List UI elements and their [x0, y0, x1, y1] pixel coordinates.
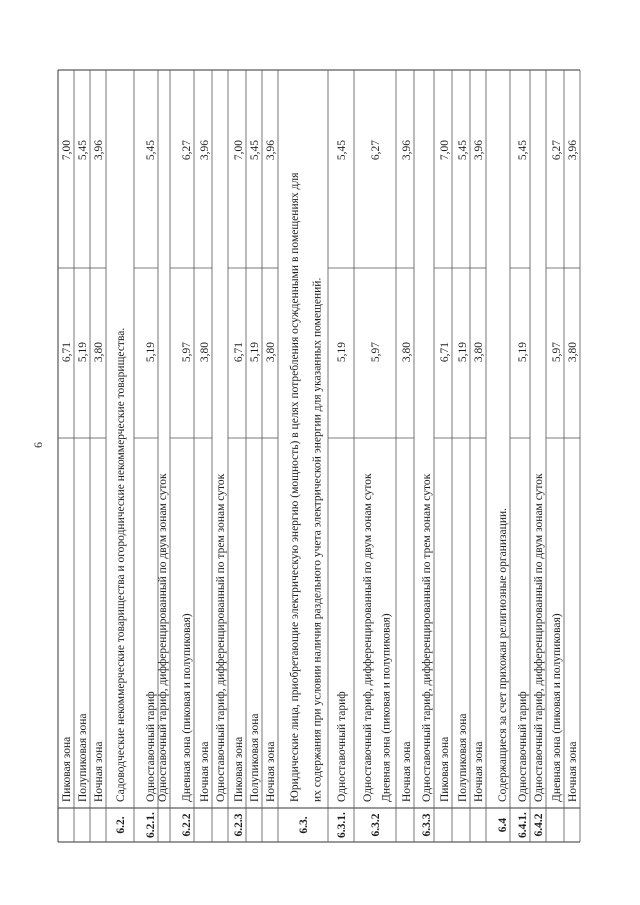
row-label: Ночная зона	[93, 741, 105, 802]
row-code: 6.4.1.	[517, 812, 529, 838]
tariff-value-2: 3,96	[199, 139, 211, 161]
row-label: Пиковая зона	[233, 736, 245, 802]
tariff-value-1: 5,19	[336, 341, 348, 363]
row-code: 6.3.2	[370, 813, 382, 837]
tariff-value-1: 5,19	[77, 341, 89, 363]
table-rows	[61, 140, 579, 838]
row-label: Дневная зона (пиковая и полупиковая)	[551, 613, 563, 802]
row-label: Одноставочный тариф, дифференцированный по двум зонам суток	[533, 473, 545, 802]
row-label: Полупиковая зона	[77, 713, 89, 802]
row-label: Пиковая зона	[439, 736, 451, 802]
tariff-value-1: 6,71	[61, 341, 73, 363]
tariff-value-1: 3,80	[199, 341, 211, 363]
row-code: 6.4.2	[533, 813, 545, 837]
row-code: 6.2.3	[233, 813, 245, 837]
row-label: Одноставочный тариф, дифференцированный по трем зонам суток	[421, 473, 433, 802]
row-label: Одноставочный тариф, дифференцированный по трем зонам суток	[215, 473, 227, 802]
row-label-continued: их содержания при условии наличия раздельного учета электрической энергии для указанных помещений.	[311, 277, 324, 802]
row-label: Садоводческие некоммерческие товарищества и огороднические некоммерческие товарищества.	[115, 327, 127, 802]
row-label: Ночная зона	[265, 741, 277, 802]
row-label: Ночная зона	[401, 741, 413, 802]
row-label: Ночная зона	[473, 741, 485, 802]
tariff-value-1: 3,80	[265, 341, 277, 363]
row-code: 6.2.	[115, 816, 127, 834]
tariff-value-2: 5,45	[457, 139, 469, 161]
row-code: 6.2.1.	[145, 812, 157, 838]
row-label: Дневная зона (пиковая и полупиковая)	[181, 613, 193, 802]
tariff-value-2: 3,96	[93, 139, 105, 161]
row-label: Пиковая зона	[61, 736, 73, 802]
page-number: 6	[31, 442, 45, 448]
tariff-value-1: 3,80	[567, 341, 579, 363]
tariff-value-1: 5,97	[551, 341, 563, 363]
row-code: 6.4	[497, 817, 509, 833]
tariff-value-2: 3,96	[265, 139, 277, 161]
row-label: Полупиковая зона	[249, 713, 261, 802]
tariff-value-2: 3,96	[473, 139, 485, 161]
row-label: Содержащиеся за счет прихожан религиозные организации.	[497, 508, 509, 802]
tariff-value-2: 5,45	[336, 139, 348, 161]
row-label: Одноставочный тариф, дифференцированный по двум зонам суток	[361, 473, 374, 802]
tariff-value-1: 3,80	[93, 341, 105, 363]
tariff-value-2: 3,96	[401, 139, 413, 161]
tariff-value-1: 3,80	[473, 341, 485, 363]
tariff-value-1: 5,19	[457, 341, 469, 363]
row-code: 6.3.1.	[336, 812, 348, 838]
row-code: 6.2.2	[181, 813, 193, 837]
tariff-value-2: 5,45	[145, 139, 157, 161]
row-label: Полупиковая зона	[457, 713, 469, 802]
tariff-value-2: 6,27	[551, 139, 563, 161]
row-label: Ночная зона	[567, 741, 579, 802]
row-label-continued: Дневная зона (пиковая и полупиковая)	[380, 613, 393, 802]
tariff-value-2: 3,96	[567, 139, 579, 161]
tariff-value-1: 5,97	[370, 341, 382, 363]
tariff-value-2: 7,00	[61, 139, 73, 161]
tariff-value-2: 7,00	[439, 139, 451, 161]
tariff-value-2: 5,45	[77, 139, 89, 161]
row-label: Одноставочный тариф	[517, 691, 529, 802]
row-code: 6.3.	[298, 816, 310, 834]
tariff-value-1: 5,19	[249, 341, 261, 363]
row-label: Одноставочный тариф	[336, 691, 348, 802]
tariff-value-1: 3,80	[401, 341, 413, 363]
tariff-value-1: 5,97	[181, 341, 193, 363]
tariff-value-2: 5,45	[249, 139, 261, 161]
row-label: Ночная зона	[199, 741, 211, 802]
tariff-value-2: 5,45	[517, 139, 529, 161]
row-label: Одноставочный тариф, дифференцированный по двум зонам суток	[157, 473, 169, 802]
tariff-value-2: 7,00	[233, 139, 245, 161]
row-code: 6.3.3	[421, 813, 433, 837]
row-label: Одноставочный тариф	[145, 691, 157, 802]
tariff-value-1: 6,71	[233, 341, 245, 363]
tariff-value-1: 5,19	[517, 341, 529, 363]
tariff-value-1: 6,71	[439, 341, 451, 363]
tariff-value-2: 6,27	[181, 139, 193, 161]
row-label: Юридические лица, приобретающие электрическую энергию (мощность) в целях потребления осужденными в помещениях для	[289, 172, 301, 802]
tariff-value-2: 6,27	[370, 139, 382, 161]
tariff-value-1: 5,19	[145, 341, 157, 363]
